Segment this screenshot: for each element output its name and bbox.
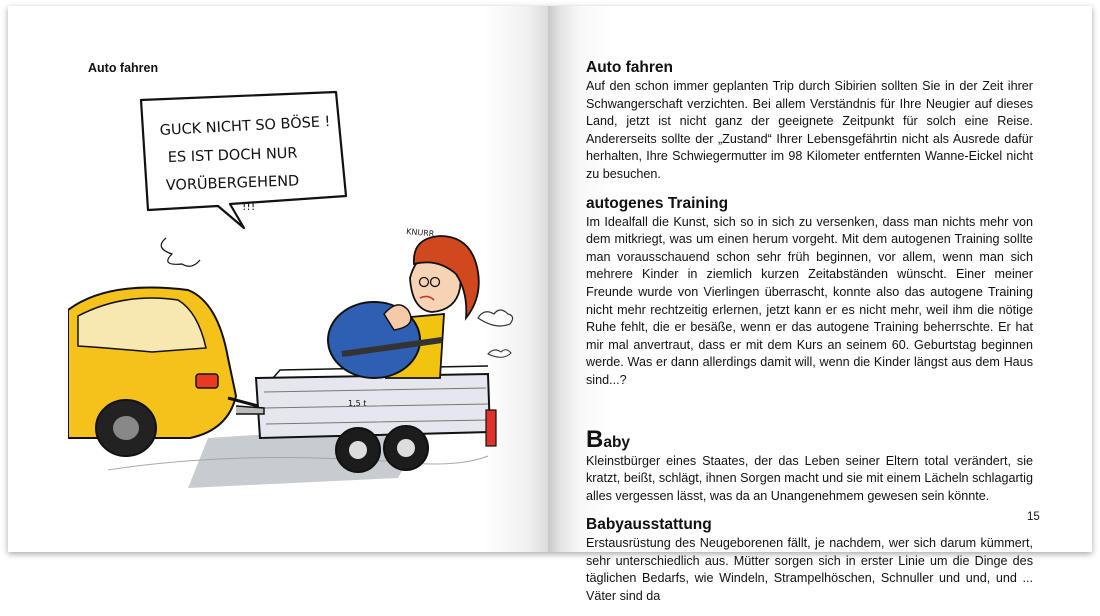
book-spread	[8, 6, 1092, 604]
entry-title-babyausstattung: Babyausstattung	[586, 516, 712, 534]
speech-line-3: VORÜBERGEHEND	[165, 173, 300, 194]
glossary-text	[586, 58, 1033, 616]
speech-exclaim: !!!	[242, 200, 256, 213]
cartoon-illustration	[68, 78, 538, 488]
trailer-label: 1,5 t	[348, 399, 367, 408]
pregnant-woman	[328, 236, 479, 378]
entry-body-baby: Kleinstbürger eines Staates, der das Leben seiner Eltern total verändert, sie kratzt, beißt, schlägt, ihnen Sorgen macht und sie mit einem Lächeln schlagartig alles vergessen lässt, was da an Unangenehmem gewesen sein könnte.	[586, 453, 1033, 503]
trailer-hitch	[236, 406, 264, 414]
speech-line-2: ES IST DOCH NUR	[167, 145, 298, 166]
section-gap	[586, 400, 1033, 430]
artist-signature: KNURR	[405, 227, 435, 239]
entry-title-baby	[586, 425, 1033, 453]
car-taillight	[196, 374, 218, 388]
exhaust-puffs	[478, 310, 513, 357]
page-number: 15	[1027, 511, 1040, 523]
entry-body-auto-fahren: Auf den schon immer geplanten Trip durch Sibirien sollten Sie in der Zeit ihrer Schwangerschaft verzichten. Bei allem Verständnis für Ihre Neugier auf dieses Land, jetzt ist nicht ganz der geeignete Zeitpunkt für solch eine Reise. Andererseits sollte der „Zustand“ Ihrer Lebensgefährtin nicht als Ausrede dafür herhalten, Ihre Schwiegermutter im 98 Kilometer entfernten Wanne-Eickel nicht zu besuchen.	[586, 79, 1033, 181]
speech-line-1: GUCK NICHT SO BÖSE !	[159, 114, 331, 139]
entry-body-autogenes-training: Im Idealfall die Kunst, sich so in sich zu versenken, dass man nichts mehr von dem mitkriegt, was um einen herum vorgeht. Mit dem autogenen Training sollte man vorausschauend schon sehr früh beginnen, vor allem, wenn man sich mehrere Kinder in ziemlich kurzen Zeitabständen wünscht. Einer meiner Freunde wurde von Vierlingen überrascht, konnte also das autogene Training nicht mehr rechtzeitig erlernen, jetzt kann er es nicht mehr, weil ihm die nötige Ruhe fehlt, die er besäße, wenn er das autogene Training beherrschte. Er hat mir mal anvertraut, dass er mit dem Kurs an seinem 60. Geburtstag beginnen werde. Was er dann allerdings damit will, wenn die Kinder längst aus dem Haus sind...?	[586, 214, 1033, 387]
entry-title-autogenes-training: autogenes Training	[586, 194, 729, 212]
speech-bubble	[141, 92, 346, 266]
trailer-reflector	[486, 410, 496, 446]
yellow-car	[68, 288, 258, 457]
entry-title-baby-initial: B	[586, 425, 604, 453]
entry-body-babyausstattung: Erstausrüstung des Neugeborenen fällt, je nachdem, wer sich darum kümmert, sehr unterschiedlich aus. Mütter sorgen sich in erster Linie um die Dinge des täglichen Bedarfs, wie Windeln, Strampelhöschen, Schnuller und und, und ... Väter sind da	[586, 536, 1033, 604]
entry-title-baby-rest: aby	[603, 433, 631, 451]
entry-title-auto-fahren: Auto fahren	[586, 59, 673, 76]
left-page-heading: Auto fahren	[88, 61, 159, 75]
right-page	[548, 6, 1092, 604]
left-page	[8, 6, 548, 552]
